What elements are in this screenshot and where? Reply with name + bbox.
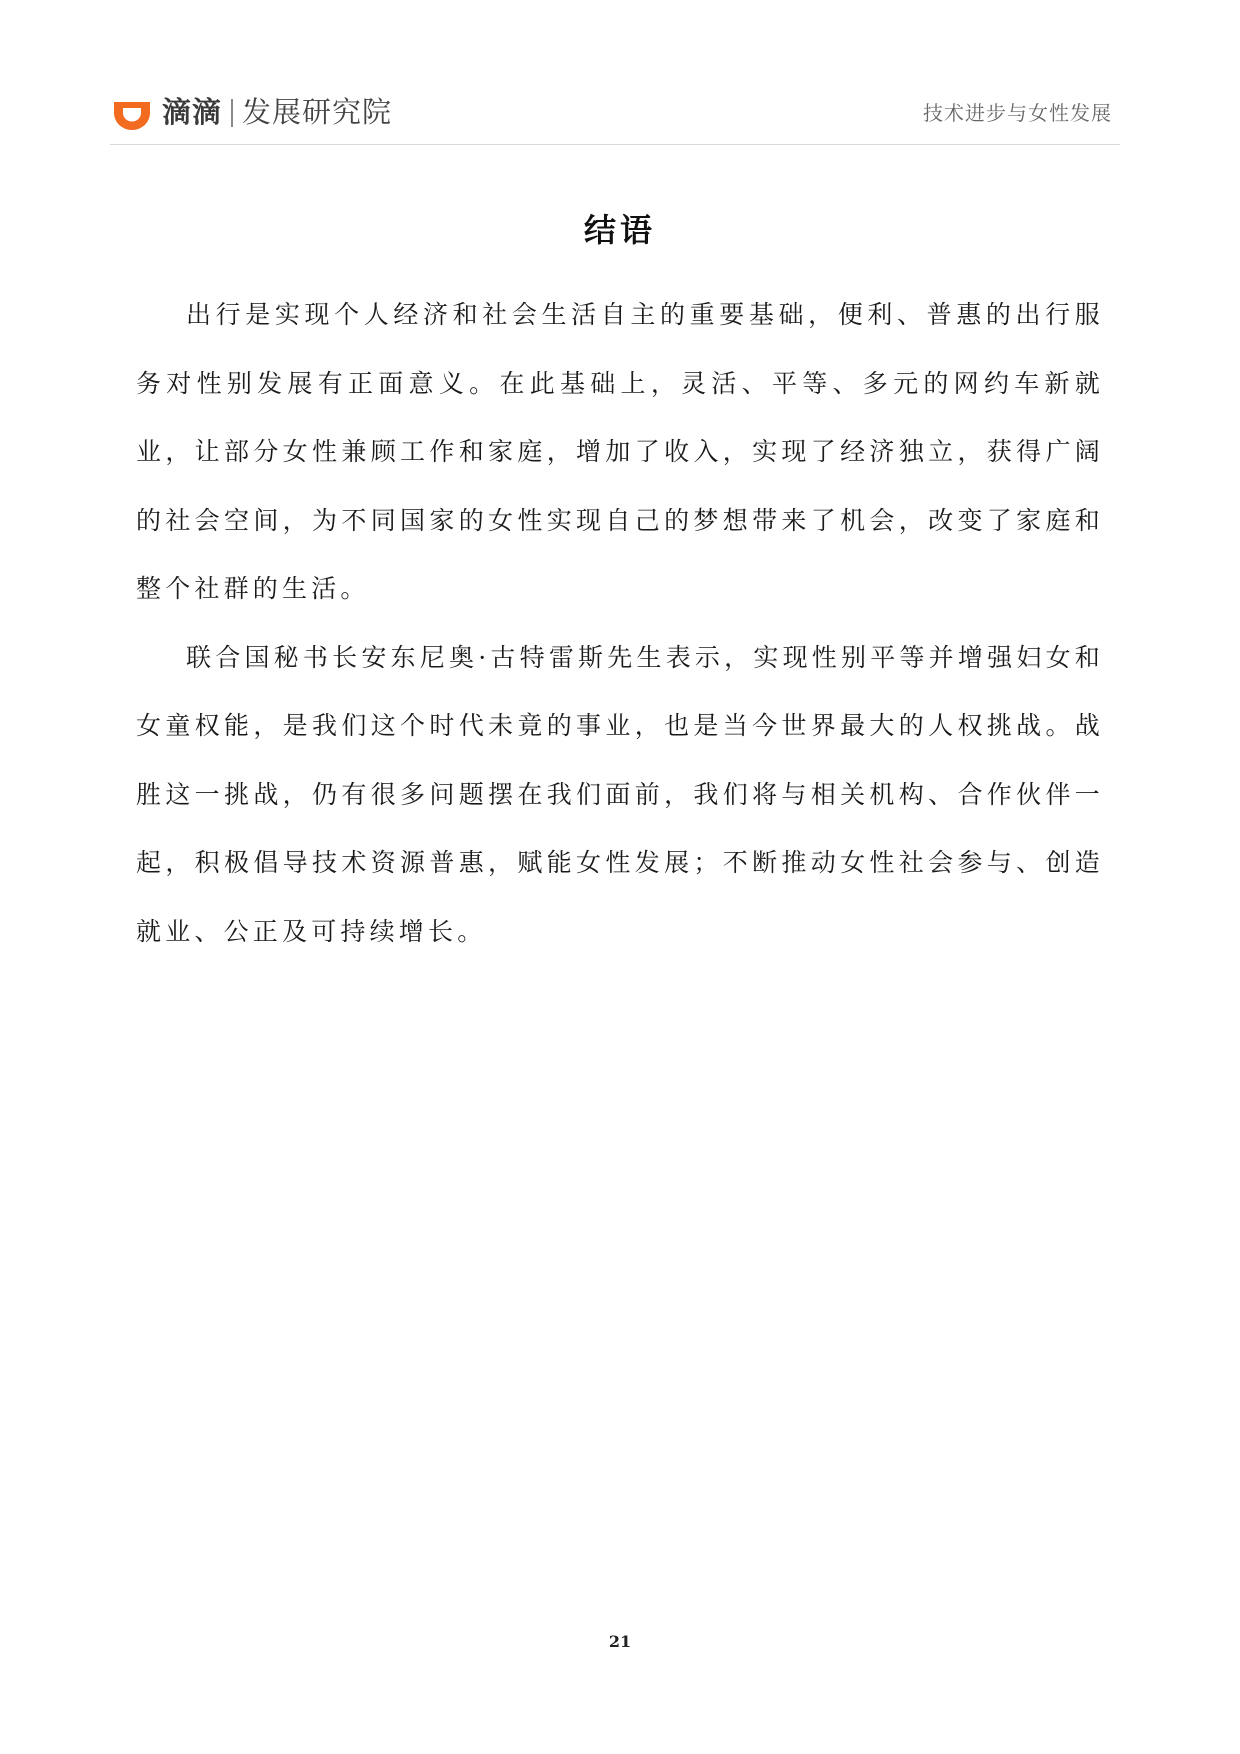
page-header — [110, 92, 1120, 145]
paragraph: 出行是实现个人经济和社会生活自主的重要基础，便利、普惠的出行服务对性别发展有正面意义。在此基础上，灵活、平等、多元的网约车新就业，让部分女性兼顾工作和家庭，增加了收入，实现了经济独立，获得广阔的社会空间，为不同国家的女性实现自己的梦想带来了机会，改变了家庭和整个社群的生活。 — [136, 300, 1104, 603]
report-title: 技术进步与女性发展 — [923, 101, 1112, 125]
brand-name: 滴滴 — [162, 95, 223, 129]
page-number: 21 — [608, 1632, 632, 1651]
didi-logo-icon — [110, 96, 154, 132]
brand-divider — [231, 99, 233, 127]
organization-name: 发展研究院 — [242, 95, 393, 129]
paragraph: 联合国秘书长安东尼奥·古特雷斯先生表示，实现性别平等并增强妇女和女童权能，是我们这个时代未竟的事业，也是当今世界最大的人权挑战。战胜这一挑战，仍有很多问题摆在我们面前，我们将与相关机构、合作伙伴一起，积极倡导技术资源普惠，赋能女性发展；不断推动女性社会参与、创造就业、公正及可持续增长。 — [136, 642, 1104, 946]
section-title: 结语 — [583, 211, 656, 249]
body-text — [136, 281, 1104, 966]
